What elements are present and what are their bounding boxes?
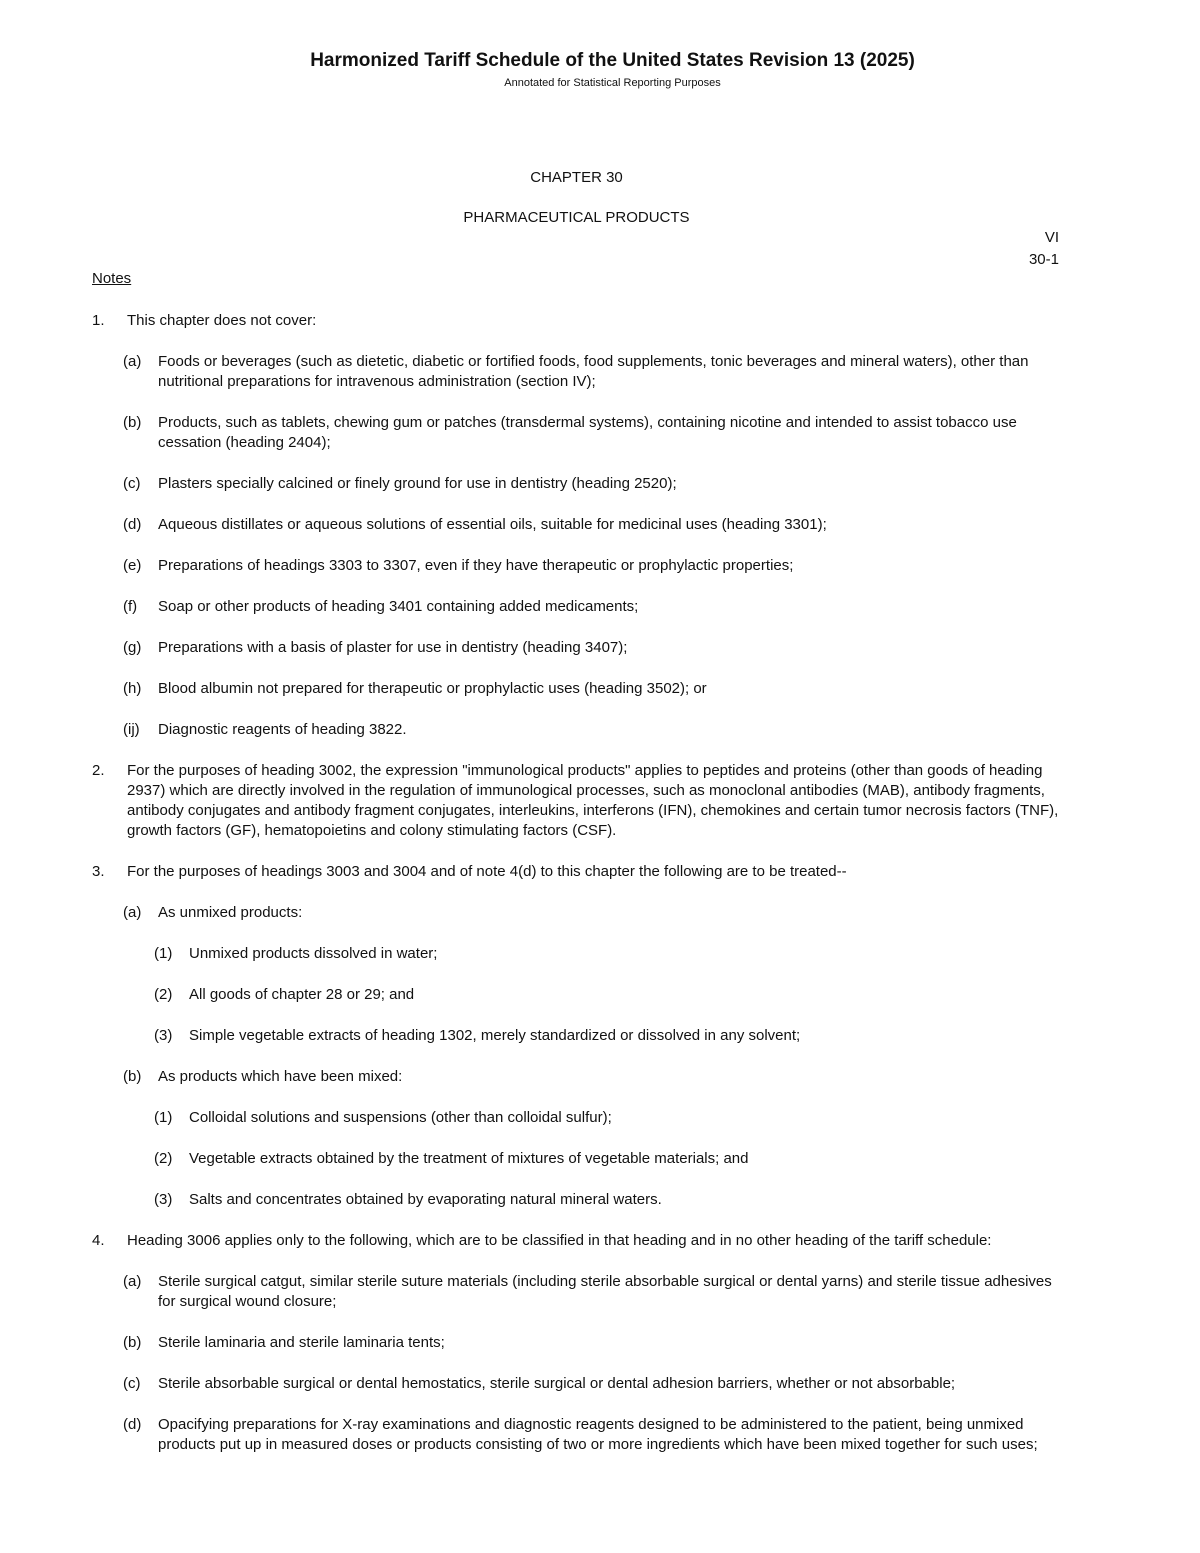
note-4 [92, 1231, 1072, 1251]
note-number: (h) [123, 680, 142, 697]
note-text: Sterile surgical catgut, similar sterile suture materials (including sterile absorbable surgical or dental yarns) and sterile tissue adhesives for surgical wound closure; [158, 1273, 1052, 1310]
note-text: As unmixed products: [158, 904, 303, 921]
note-1g [123, 638, 1072, 658]
note-text: Sterile absorbable surgical or dental hemostatics, sterile surgical or dental adhesion barriers, whether or not absorbable; [158, 1375, 956, 1392]
note-text: Foods or beverages (such as dietetic, diabetic or fortified foods, food supplements, tonic beverages and mineral waters), other than nutritional preparations for intravenous administration (section IV); [158, 353, 1029, 390]
note-number: (3) [154, 1191, 173, 1208]
note-number: (3) [154, 1027, 173, 1044]
note-number: (a) [123, 1273, 142, 1290]
note-text: Colloidal solutions and suspensions (other than colloidal sulfur); [189, 1109, 612, 1126]
note-1c [123, 474, 1072, 494]
chapter-title: PHARMACEUTICAL PRODUCTS [463, 209, 690, 226]
page-number: 30-1 [1028, 251, 1059, 268]
note-text: For the purposes of heading 3002, the expression "immunological products" applies to peptides and proteins (other than goods of heading 2937) which are directly involved in the regulation of immunological processes, such as monoclonal antibodies (MAB), antibody fragments, antibody conjugates and antibody fragment conjugates, interleukins, interferons (IFN), chemokines and certain tumor necrosis factors (TNF), growth factors (GF), hematopoietins and colony stimulating factors (CSF). [127, 762, 1059, 839]
note-number: (d) [123, 1416, 142, 1433]
note-number: (c) [123, 1375, 141, 1392]
note-text: This chapter does not cover: [127, 312, 317, 329]
note-4b [123, 1333, 1072, 1353]
note-number: (e) [123, 557, 142, 574]
note-number: 1. [92, 312, 105, 329]
note-number: (a) [123, 353, 142, 370]
document-subtitle: Annotated for Statistical Reporting Purposes [504, 77, 721, 89]
note-text: Plasters specially calcined or finely ground for use in dentistry (heading 2520); [158, 475, 677, 492]
note-number: (a) [123, 904, 142, 921]
note-text: Products, such as tablets, chewing gum or patches (transdermal systems), containing nicotine and intended to assist tobacco use cessation (heading 2404); [158, 414, 1017, 451]
note-text: Unmixed products dissolved in water; [189, 945, 438, 962]
note-text: Heading 3006 applies only to the following, which are to be classified in that heading and in no other heading of the tariff schedule: [127, 1232, 992, 1249]
note-4a [123, 1272, 1072, 1312]
note-3a3 [154, 1026, 1072, 1046]
note-number: 3. [92, 863, 105, 880]
note-number: (1) [154, 945, 173, 962]
note-1a [123, 352, 1072, 392]
note-1h [123, 679, 1072, 699]
note-1d [123, 515, 1072, 535]
note-number: (d) [123, 516, 142, 533]
note-number: (b) [123, 1334, 142, 1351]
note-number: (2) [154, 986, 173, 1003]
note-text: As products which have been mixed: [158, 1068, 403, 1085]
note-number: (b) [123, 414, 142, 431]
note-3 [92, 862, 1072, 882]
note-number: (g) [123, 639, 142, 656]
document-title: Harmonized Tariff Schedule of the United States Revision 13 (2025) [310, 50, 915, 71]
note-number: (f) [123, 598, 138, 615]
note-3b [123, 1067, 1072, 1087]
note-text: Preparations of headings 3303 to 3307, even if they have therapeutic or prophylactic properties; [158, 557, 794, 574]
notes-heading: Notes [92, 270, 132, 287]
note-3b1 [154, 1108, 1072, 1128]
note-text: Simple vegetable extracts of heading 1302, merely standardized or dissolved in any solvent; [189, 1027, 801, 1044]
note-text: Soap or other products of heading 3401 containing added medicaments; [158, 598, 639, 615]
note-number: (b) [123, 1068, 142, 1085]
note-text: Preparations with a basis of plaster for use in dentistry (heading 3407); [158, 639, 628, 656]
note-number: (ij) [123, 721, 140, 738]
note-1b [123, 413, 1072, 453]
note-3a1 [154, 944, 1072, 964]
note-1e [123, 556, 1072, 576]
note-3b2 [154, 1149, 1072, 1169]
note-1 [92, 311, 1072, 331]
note-text: Opacifying preparations for X-ray examinations and diagnostic reagents designed to be administered to the patient, being unmixed products put up in measured doses or products consisting of two or more ingredients which have been mixed together for such uses; [158, 1416, 1038, 1453]
note-3a [123, 903, 1072, 923]
note-1f [123, 597, 1072, 617]
note-3a2 [154, 985, 1072, 1005]
note-text: Aqueous distillates or aqueous solutions of essential oils, suitable for medicinal uses (heading 3301); [158, 516, 827, 533]
note-3b3 [154, 1190, 1072, 1210]
notes-list [92, 311, 1072, 1476]
note-1ij [123, 720, 1072, 740]
section-reference: VI [1044, 229, 1059, 246]
note-number: 2. [92, 762, 105, 779]
note-text: Vegetable extracts obtained by the treatment of mixtures of vegetable materials; and [189, 1150, 749, 1167]
note-text: Salts and concentrates obtained by evaporating natural mineral waters. [189, 1191, 662, 1208]
note-text: Blood albumin not prepared for therapeutic or prophylactic uses (heading 3502); or [158, 680, 707, 697]
note-text: All goods of chapter 28 or 29; and [189, 986, 415, 1003]
note-number: (c) [123, 475, 141, 492]
note-4d [123, 1415, 1072, 1455]
note-text: For the purposes of headings 3003 and 3004 and of note 4(d) to this chapter the following are to be treated-- [127, 863, 847, 880]
note-text: Sterile laminaria and sterile laminaria tents; [158, 1334, 445, 1351]
note-text: Diagnostic reagents of heading 3822. [158, 721, 407, 738]
note-4c [123, 1374, 1072, 1394]
note-number: 4. [92, 1232, 105, 1249]
note-2 [92, 761, 1072, 841]
note-number: (2) [154, 1150, 173, 1167]
chapter-label: CHAPTER 30 [530, 169, 623, 186]
note-number: (1) [154, 1109, 173, 1126]
